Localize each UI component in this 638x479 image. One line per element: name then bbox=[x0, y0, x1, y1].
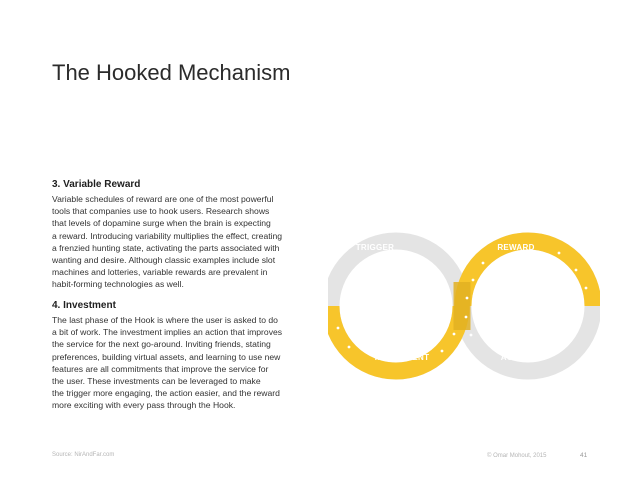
dot bbox=[466, 297, 469, 300]
body-line: features are all commitments that improve the service for bbox=[52, 363, 269, 374]
dot bbox=[472, 279, 475, 282]
dot bbox=[348, 346, 351, 349]
variable-reward-heading: 3. Variable Reward bbox=[52, 179, 141, 190]
body-line: the trigger more engaging, the action easier, and the reward bbox=[52, 388, 280, 399]
body-line: wanting and desire. Although classic examples include slot bbox=[52, 255, 276, 266]
dot bbox=[441, 350, 444, 353]
trigger-label: TRIGGER bbox=[355, 243, 395, 252]
dot bbox=[558, 252, 561, 255]
variable-reward-body bbox=[52, 193, 322, 291]
body-line: preferences, building virtual assets, and learning to use new bbox=[52, 351, 281, 362]
variable-reward-section bbox=[52, 178, 322, 291]
body-line: machines and lotteries, variable rewards are prevalent in bbox=[52, 267, 268, 278]
body-line: a frenzied hunting state, activating the parts associated with bbox=[52, 242, 280, 253]
dot bbox=[470, 334, 473, 337]
body-line: a bit of work. The investment implies an action that improves bbox=[52, 327, 283, 338]
investment-heading: 4. Investment bbox=[52, 300, 116, 311]
body-line: the service for the next go-around. Inviting friends, stating bbox=[52, 339, 271, 350]
reward-label: REWARD bbox=[497, 243, 535, 252]
page-number: 41 bbox=[580, 452, 588, 459]
dot bbox=[337, 327, 340, 330]
investment-section bbox=[52, 299, 322, 412]
investment-label: INVESTMENT bbox=[374, 353, 430, 362]
investment-body bbox=[52, 314, 322, 412]
hook-model-diagram bbox=[328, 226, 600, 386]
body-line: habit-forming technologies as well. bbox=[52, 279, 184, 290]
dot bbox=[575, 269, 578, 272]
dot bbox=[482, 262, 485, 265]
dot bbox=[453, 333, 456, 336]
body-line: The last phase of the Hook is where the user is asked to do bbox=[52, 315, 278, 325]
source-credit: Source: NirAndFar.com bbox=[52, 452, 115, 458]
copyright: © Omar Mohout, 2015 bbox=[487, 453, 547, 459]
body-line: a reward. Introducing variability multiplies the effect, creating bbox=[52, 230, 283, 241]
body-line: the user. These investments can be leveraged to make bbox=[52, 376, 261, 387]
body-line: more exciting with every pass through the Hook. bbox=[52, 400, 236, 411]
dot bbox=[465, 316, 468, 319]
page-title: The Hooked Mechanism bbox=[52, 60, 291, 85]
body-line: that levels of dopamine surge when the brain is expecting bbox=[52, 218, 271, 229]
body-line: tools that companies use to hook users. Research shows bbox=[52, 206, 270, 217]
action-label: ACTION bbox=[500, 353, 534, 362]
dot bbox=[585, 287, 588, 290]
body-line: Variable schedules of reward are one of the most powerful bbox=[52, 194, 274, 204]
